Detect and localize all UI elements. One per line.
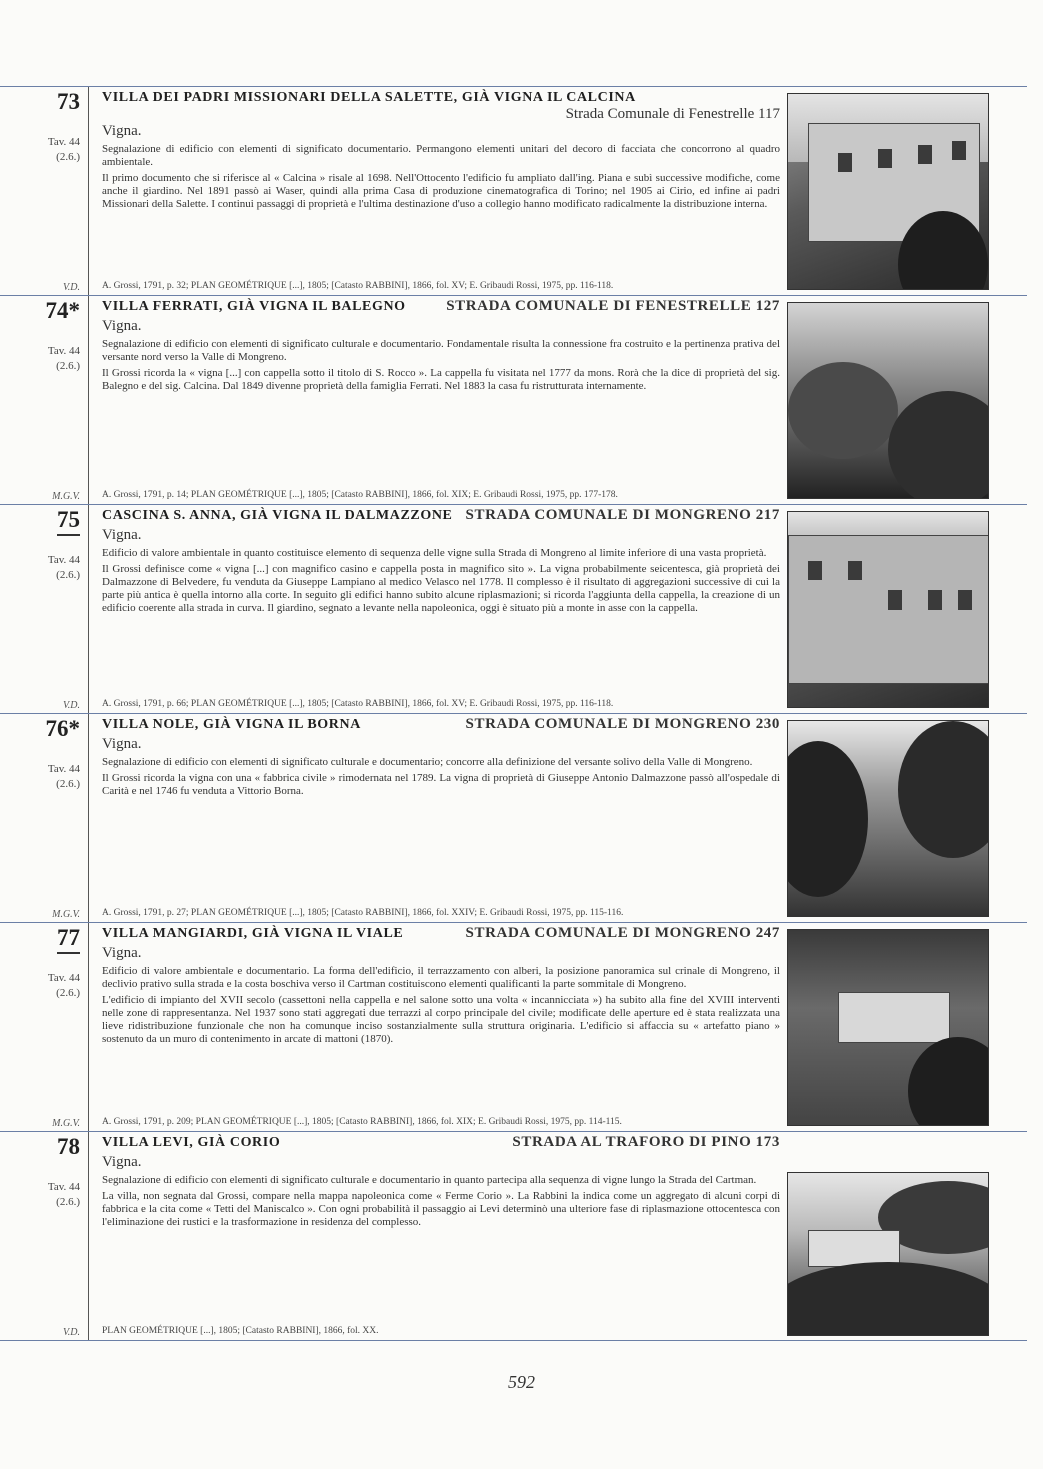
entry-content <box>102 298 780 393</box>
author-initials: M.G.V. <box>52 1118 80 1129</box>
entry-title: VILLA NOLE, GIÀ VIGNA IL BORNA STRADA COMUNALE DI MONGRENO 230 <box>102 716 780 732</box>
entry-paragraph: Segnalazione di edificio con elementi di significato culturale e documentario. Fondamentale risulta la connessione fra costruito e la pertinenza prativa del versante nord verso la Valle di Mongreno. <box>102 338 780 363</box>
entry-77 <box>0 923 1027 1132</box>
entry-content <box>102 507 780 615</box>
entry-kind: Vigna. <box>102 736 142 752</box>
entry-paragraph: Edificio di valore ambientale e documentario. La forma dell'edificio, il terrazzamento con alberi, la posizione panoramica sul crinale di Mongreno, il declivio prativo sulla strada e la costa boschiva verso il Cartman costituiscono elementi qualificanti la parte sommitale di Mongreno. <box>102 965 780 990</box>
bibliography: A. Grossi, 1791, p. 66; PLAN GEOMÉTRIQUE [...], 1805; [Catasto RABBINI], 1866, fol. XV; E. Gribaudi Rossi, 1975, pp. 116-118. <box>102 699 614 709</box>
building-photo <box>787 1172 989 1336</box>
entry-title: VILLA LEVI, GIÀ CORIO STRADA AL TRAFORO DI PINO 173 <box>102 1134 780 1150</box>
entry-paragraph: Segnalazione di edificio con elementi di significato documentario. Permangono elementi unitari del decoro di facciata che concorrono al quadro ambientale. <box>102 143 780 168</box>
entry-kind: Vigna. <box>102 945 142 961</box>
tav-reference: Tav. 44 (2.6.) <box>47 972 80 999</box>
author-initials: V.D. <box>62 282 80 293</box>
building-photo <box>787 929 989 1126</box>
entry-paragraph: Segnalazione di edificio con elementi di significato culturale e documentario in quanto partecipa alla sequenza di vigne lungo la Strada del Cartman. <box>102 1174 757 1186</box>
entry-address: STRADA COMUNALE DI MONGRENO 230 <box>465 716 780 732</box>
entry-paragraph: Il Grossi ricorda la « vigna [...] con cappella sotto il titolo di S. Rocco ». La cappella fu visitata nel 1777 da mons. Rorà che la dice di proprietà del sig. Balegno e del sig. Calcina. Dal 1849 divenne proprietà della famiglia Ferrati. Nel 1883 la casa fu ristrutturata internamente. <box>102 367 780 392</box>
tav-reference: Tav. 44 (2.6.) <box>47 136 80 163</box>
entry-73 <box>0 87 1027 296</box>
entry-number: 74* <box>45 298 80 323</box>
entry-content <box>102 925 780 1046</box>
entry-76 <box>0 714 1027 923</box>
entry-kind: Vigna. <box>102 1154 142 1170</box>
building-photo <box>787 93 989 290</box>
entry-paragraph: Il Grossi ricorda la vigna con una « fabbrica civile » rimodernata nel 1789. La vigna di proprietà di Giuseppe Antonio Dalmazzone passò all'ospedale di Carità e nel 1746 fu venduta a Vittorio Borna. <box>102 772 780 797</box>
entry-paragraph: Il primo documento che si riferisce al « Calcina » risale al 1698. Nell'Ottocento l'edificio fu ampliato dall'ing. Piana e subì successive modifiche, come anche il giardino. Nel 1891 passò ai Waser, quindi alla prima Casa di produzione cinematografica di Torino; nel 1905 ai Cirio, ed infine ai padri Missionari della Salette. I continui passaggi di proprietà e l'ultima destinazione d'uso a collegio hanno modificato radicalmente la distribuzione interna. <box>102 172 780 210</box>
entry-title: VILLA MANGIARDI, GIÀ VIGNA IL VIALE STRADA COMUNALE DI MONGRENO 247 <box>102 925 780 941</box>
entry-number: 76* <box>45 716 80 741</box>
entry-title: VILLA DEI PADRI MISSIONARI DELLA SALETTE, GIÀ VIGNA IL CALCINA <box>102 90 636 105</box>
entry-content <box>102 89 780 211</box>
bibliography: A. Grossi, 1791, p. 209; PLAN GEOMÉTRIQUE [...], 1805; [Catasto RABBINI], 1866, fol. XIX; E. Gribaudi Rossi, 1975, pp. 114-115. <box>102 1117 622 1127</box>
entry-title: CASCINA S. ANNA, GIÀ VIGNA IL DALMAZZONE STRADA COMUNALE DI MONGRENO 217 <box>102 507 780 523</box>
entry-address: STRADA COMUNALE DI MONGRENO 247 <box>465 925 780 941</box>
bibliography: A. Grossi, 1791, p. 32; PLAN GEOMÉTRIQUE [...], 1805; [Catasto RABBINI], 1866, fol. XV; E. Gribaudi Rossi, 1975, pp. 116-118. <box>102 281 614 291</box>
entry-number: 75 <box>57 507 80 536</box>
entry-75 <box>0 505 1027 714</box>
entry-number: 77 <box>57 925 80 954</box>
author-initials: M.G.V. <box>52 909 80 920</box>
entry-sidebar <box>0 1132 89 1340</box>
entry-paragraph: Il Grossi definisce come « vigna [...] con magnifico casino e cappella posta in magnifico sito ». La vigna probabilmente seicentesca, già proprietà dei Dalmazzone di Belvedere, fu venduta da Giuseppe Lampiano al medico Velasco nel 1778. Il complesso è il risultato di aggregazioni successive di cui la parte più antica è quella intorno alla corte. In seguito gli edifici hanno subito alcune riplasmazioni; si ricorda l'aggiunta della cappella, la creazione di un edificio coerente alla strada in curva. Il giardino, segnato a levante nella napoleonica, oggi è situato più a monte in asse con la cappella. <box>102 563 780 614</box>
entry-paragraph: L'edificio di impianto del XVII secolo (cassettoni nella cappella e nel salone sotto una volta « incannicciata ») ha subito alla fine del XVIII interventi nelle zone di rappresentanza. Nel 1937 sono stati aggregati due terrazzi al corpo principale del civile; modificate delle aperture ed è stata realizzata una lieve ridistribuzione funzionale che non ha comunque inciso sostanzialmente sulla struttura originaria. L'edificio si affaccia su « artefatto piano » sostenuto da un muro di contenimento in arcate di mattoni (1870). <box>102 994 780 1045</box>
bibliography: A. Grossi, 1791, p. 14; PLAN GEOMÉTRIQUE [...], 1805; [Catasto RABBINI], 1866, fol. XIX; E. Gribaudi Rossi, 1975, pp. 177-178. <box>102 490 618 500</box>
entry-address: STRADA COMUNALE DI MONGRENO 217 <box>465 507 780 523</box>
tav-reference: Tav. 44 (2.6.) <box>47 345 80 372</box>
entry-sidebar <box>0 505 89 713</box>
entry-title: VILLA FERRATI, GIÀ VIGNA IL BALEGNO STRADA COMUNALE DI FENESTRELLE 127 <box>102 298 780 314</box>
author-initials: M.G.V. <box>52 491 80 502</box>
entry-address: Strada Comunale di Fenestrelle 117 <box>565 106 780 122</box>
entry-sidebar <box>0 714 89 922</box>
entry-content <box>102 716 780 798</box>
entry-kind: Vigna. <box>102 318 142 334</box>
bibliography: A. Grossi, 1791, p. 27; PLAN GEOMÉTRIQUE [...], 1805; [Catasto RABBINI], 1866, fol. XXIV; E. Gribaudi Rossi, 1975, pp. 115-116. <box>102 908 624 918</box>
entry-address: STRADA AL TRAFORO DI PINO 173 <box>512 1134 780 1150</box>
tav-reference: Tav. 44 (2.6.) <box>47 1181 80 1208</box>
entry-74 <box>0 296 1027 505</box>
author-initials: V.D. <box>62 700 80 711</box>
entry-address: STRADA COMUNALE DI FENESTRELLE 127 <box>446 298 780 314</box>
tav-reference: Tav. 44 (2.6.) <box>47 554 80 581</box>
entry-paragraph: Edificio di valore ambientale in quanto costituisce elemento di sequenza delle vigne sulla Strada di Mongreno al limite inferiore di una vasta proprietà. <box>102 547 767 559</box>
author-initials: V.D. <box>62 1327 80 1338</box>
building-photo <box>787 720 989 917</box>
page-number: 592 <box>508 1372 535 1392</box>
entry-content <box>102 1134 780 1229</box>
entry-kind: Vigna. <box>102 527 142 543</box>
entry-paragraph: Segnalazione di edificio con elementi di significato culturale e documentario; concorre alla definizione del versante solivo della Valle di Mongreno. <box>102 756 753 768</box>
entry-sidebar <box>0 923 89 1131</box>
entry-number: 78 <box>57 1134 80 1159</box>
entry-kind: Vigna. <box>102 123 142 139</box>
building-photo <box>787 511 989 708</box>
entry-paragraph: La villa, non segnata dal Grossi, compare nella mappa napoleonica come « Ferme Corio ». La Rabbini la indica come un aggregato di alcuni corpi di fabbrica e la cita come « Tetti del Maniscalco ». Con ogni probabilità il passaggio ai Levi determinò una ulteriore fase di riplasmazione ottocentesca con l'eliminazione dei rustici e la trasformazione in residenza del complesso. <box>102 1190 780 1228</box>
bibliography: PLAN GEOMÉTRIQUE [...], 1805; [Catasto RABBINI], 1866, fol. XX. <box>102 1326 379 1336</box>
building-photo <box>787 302 989 499</box>
entry-sidebar <box>0 87 89 295</box>
entries-list <box>0 86 1027 1341</box>
entry-number: 73 <box>57 89 80 114</box>
entry-78 <box>0 1132 1027 1341</box>
tav-reference: Tav. 44 (2.6.) <box>47 763 80 790</box>
entry-sidebar <box>0 296 89 504</box>
